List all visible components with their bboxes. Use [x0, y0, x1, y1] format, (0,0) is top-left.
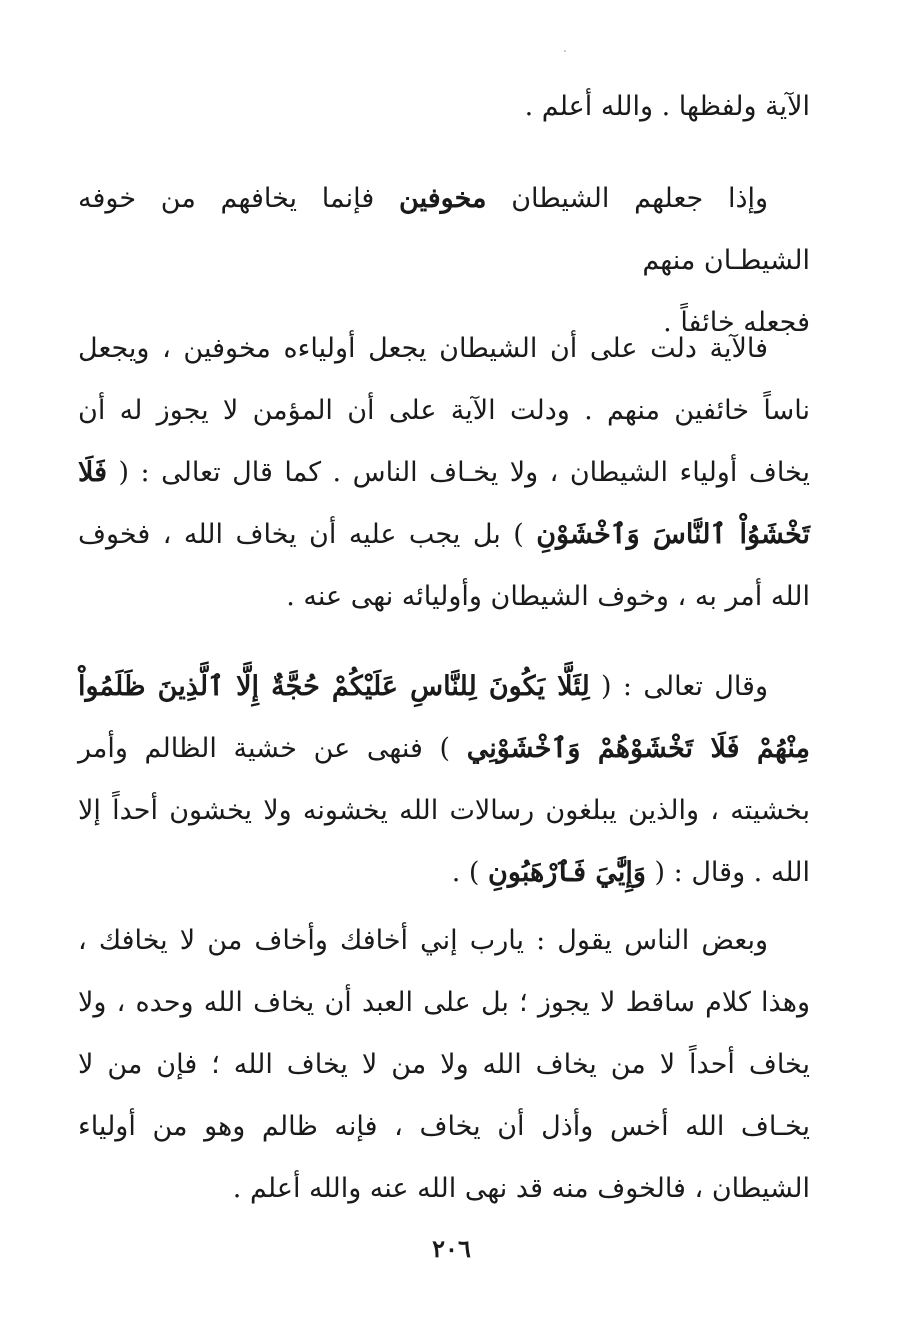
- paragraph-2-text-1: فالآية دلت على أن الشيطان يجعل أولياءه مخوفين ، ويجعل ناساً خائفين منهم . ودلت الآية على أن المؤمن لا يجوز له أن يخاف أولياء الشيطان ، ولا يخـاف الناس . كما قال تعالى : (: [78, 333, 810, 488]
- paragraph-4: [78, 910, 810, 1220]
- paragraph-1-text-pre: وإذا جعلهم الشيطان: [486, 183, 769, 214]
- paragraph-4-body: وبعض الناس يقول : يارب إني أخافك وأخاف من لا يخافك ، وهذا كلام ساقط لا يجوز ؛ بل على العبد أن يخاف الله وحده ، ولا يخاف أحداً لا من يخاف الله ولا من لا يخاف الله ؛ فإن من لا يخـاف الله أخس وأذل أن يخاف ، فإنه ظالم وهو من أولياء الشيطان ، فالخوف منه قد نهى الله عنه والله أعلم .: [78, 925, 810, 1204]
- quran-verse-2: لِئَلَّا يَكُونَ لِلنَّاسِ عَلَيْكُمْ حُجَّةٌ إِلَّا ٱلَّذِينَ ظَلَمُواْ مِنْهُمْ فَلَا تَخْشَوْهُمْ وَٱخْشَوْنِي: [78, 671, 811, 764]
- paragraph-3-text-3: ) .: [451, 857, 489, 888]
- scan-speck: [564, 50, 566, 52]
- paragraph-2-text-2: ) بل يجب عليه أن يخاف الله ، فخوف الله أمر به ، وخوف الشيطان وأوليائه نهى عنه .: [78, 519, 810, 612]
- paragraph-1-text-post: فإنما يخافهم من خوفه الشيطـان منهم: [78, 183, 810, 276]
- paragraph-3-text-2: ) فنهى عن خشية الظالم وأمر بخشيته ، والذين يبلغون رسالات الله يخشونه ولا يخشون أحداً إلا الله . وقال : (: [78, 733, 810, 888]
- paragraph-1-line-1: [78, 168, 810, 292]
- intro-line: [78, 76, 810, 138]
- quran-verse-3: وَإِيَّٰيَ فَٱرْهَبُونِ: [488, 857, 646, 888]
- paragraph-1-bold-word: مخوفين: [399, 183, 487, 214]
- paragraph-3-text-1: وقال تعالى : (: [589, 671, 768, 702]
- quran-verse-1: فَلَا تَخْشَوُاْ ٱلنَّاسَ وَٱخْشَوْنِ: [78, 457, 811, 550]
- paragraph-1-line-2: فجعله خائفاً .: [663, 307, 810, 338]
- paragraph-2-body: [78, 318, 810, 628]
- paragraph-3-body: [78, 656, 810, 904]
- page-number: ٢٠٦: [432, 1234, 471, 1263]
- paragraph-2: [78, 318, 810, 628]
- intro-text: الآية ولفظها . والله أعلم .: [524, 91, 810, 122]
- paragraph-3: [78, 656, 810, 904]
